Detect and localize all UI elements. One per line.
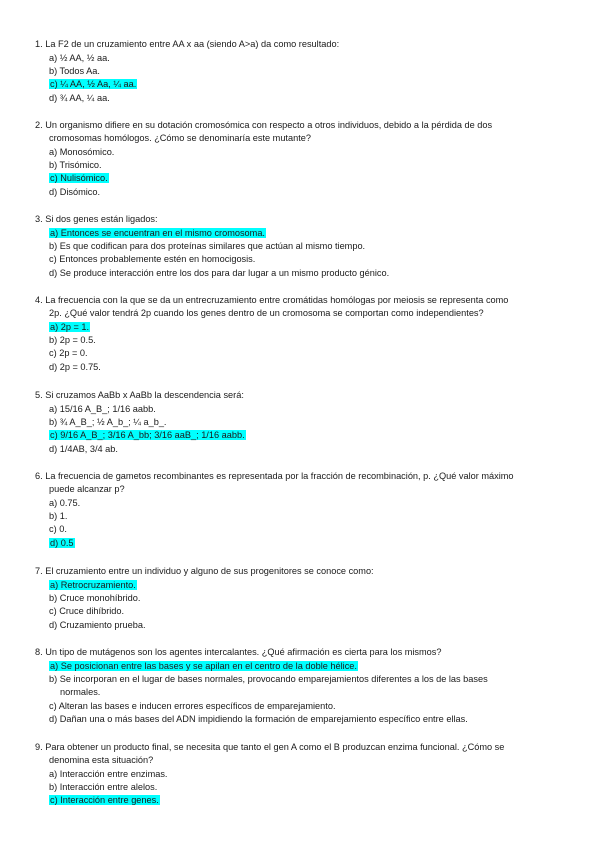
question-7-option-d: d) Cruzamiento prueba. <box>49 619 146 630</box>
question-8-text: 8. Un tipo de mutágenos son los agentes intercalantes. ¿Qué afirmación es cierta para los mismos? <box>35 647 442 657</box>
question-4-text: 4. La frecuencia con la que se da un entrecruzamiento entre cromátidas homólogas por meiosis se representa como <box>35 295 509 305</box>
question-8-option-b: b) Se incorporan en el lugar de bases normales, provocando emparejamientos diferentes a los de las bases <box>49 674 488 685</box>
question-2-text: 2. Un organismo difiere en su dotación cromosómica con respecto a otros individuos, debido a la pérdida de dos <box>35 120 493 130</box>
question-5 <box>35 389 563 456</box>
question-5-option-a: a) 15/16 A_B_; 1/16 aabb. <box>49 404 156 414</box>
question-1-option-a: a) ½ AA, ½ aa. <box>49 53 110 63</box>
question-5-option-d: d) 1/4AB, 3/4 ab. <box>49 443 118 454</box>
question-2-text-cont: cromosomas homólogos. ¿Cómo se denominaría este mutante? <box>49 133 311 143</box>
question-3-text: 3. Si dos genes están ligados: <box>35 214 158 224</box>
question-9-option-c: c) Interacción entre genes. <box>50 795 159 806</box>
question-4-option-c: c) 2p = 0. <box>49 348 88 359</box>
question-9 <box>35 741 563 808</box>
question-3-option-a: a) Entonces se encuentran en el mismo cromosoma. <box>50 228 265 238</box>
question-8-option-b-cont: normales. <box>60 687 101 698</box>
question-2-option-b: b) Trisómico. <box>49 160 102 171</box>
question-9-option-b: b) Interacción entre alelos. <box>49 782 158 793</box>
question-7-option-a: a) Retrocruzamiento. <box>50 580 136 590</box>
question-8-option-a: a) Se posicionan entre las bases y se apilan en el centro de la doble hélice. <box>50 661 357 671</box>
question-8 <box>35 646 563 726</box>
question-6-text: 6. La frecuencia de gametos recombinantes es representada por la fracción de recombinación, p. ¿Qué valor máximo <box>35 471 514 481</box>
question-2-option-a: a) Monosómico. <box>49 147 115 157</box>
question-7-option-b: b) Cruce monohíbrido. <box>49 593 141 604</box>
question-9-text-cont: denomina esta situación? <box>49 755 154 765</box>
question-1-option-b: b) Todos Aa. <box>49 66 100 77</box>
question-5-text: 5. Si cruzamos AaBb x AaBb la descendencia será: <box>35 390 244 400</box>
question-3-option-d: d) Se produce interacción entre los dos para dar lugar a un mismo producto génico. <box>49 267 390 278</box>
question-1-option-d: d) ¾ AA, ¼ aa. <box>49 92 110 103</box>
question-1-text: 1. La F2 de un cruzamiento entre AA x aa (siendo A>a) da como resultado: <box>35 39 340 49</box>
question-5-option-b: b) ¾ A_B_; ½ A_b_; ¼ a_b_. <box>49 417 167 428</box>
question-6-option-a: a) 0.75. <box>49 498 81 508</box>
question-3-option-c: c) Entonces probablemente estén en homocigosis. <box>49 254 256 265</box>
question-4-option-a: a) 2p = 1. <box>50 322 90 332</box>
question-9-option-a: a) Interacción entre enzimas. <box>49 769 168 779</box>
question-7-text: 7. El cruzamiento entre un individuo y alguno de sus progenitores se conoce como: <box>35 566 374 576</box>
question-5-option-c: c) 9/16 A_B_; 3/16 A_bb; 3/16 aaB_; 1/16 aabb. <box>50 430 245 441</box>
question-2-option-d: d) Disómico. <box>49 186 101 197</box>
question-3-option-b: b) Es que codifican para dos proteínas similares que actúan al mismo tiempo. <box>49 241 366 252</box>
question-8-option-d: d) Dañan una o más bases del ADN impidiendo la formación de emparejamiento específico entre ellas. <box>49 713 468 724</box>
question-6-option-b: b) 1. <box>49 511 68 522</box>
question-7-option-c: c) Cruce dihíbrido. <box>49 606 125 617</box>
question-2-option-c: c) Nulisómico. <box>50 173 108 184</box>
question-4 <box>35 294 563 374</box>
question-4-text-cont: 2p. ¿Qué valor tendrá 2p cuando los genes dentro de un cromosoma se comportan como independientes? <box>49 308 484 318</box>
question-1-option-c: c) ¼ AA, ½ Aa, ¼ aa. <box>50 79 137 90</box>
question-3 <box>35 213 563 280</box>
question-6-option-d: d) 0.5 <box>50 537 74 548</box>
question-8-option-c: c) Alteran las bases e inducen errores específicos de emparejamiento. <box>49 700 336 711</box>
question-9-text: 9. Para obtener un producto final, se necesita que tanto el gen A como el B produzcan enzima funcional. ¿Cómo se <box>35 742 505 752</box>
question-4-option-b: b) 2p = 0.5. <box>49 335 96 346</box>
question-2 <box>35 119 563 199</box>
question-7 <box>35 565 563 632</box>
question-6-option-c: c) 0. <box>49 524 67 535</box>
question-6 <box>35 470 563 550</box>
question-4-option-d: d) 2p = 0.75. <box>49 361 101 372</box>
question-6-text-cont: puede alcanzar p? <box>49 484 125 494</box>
question-1 <box>35 38 563 105</box>
